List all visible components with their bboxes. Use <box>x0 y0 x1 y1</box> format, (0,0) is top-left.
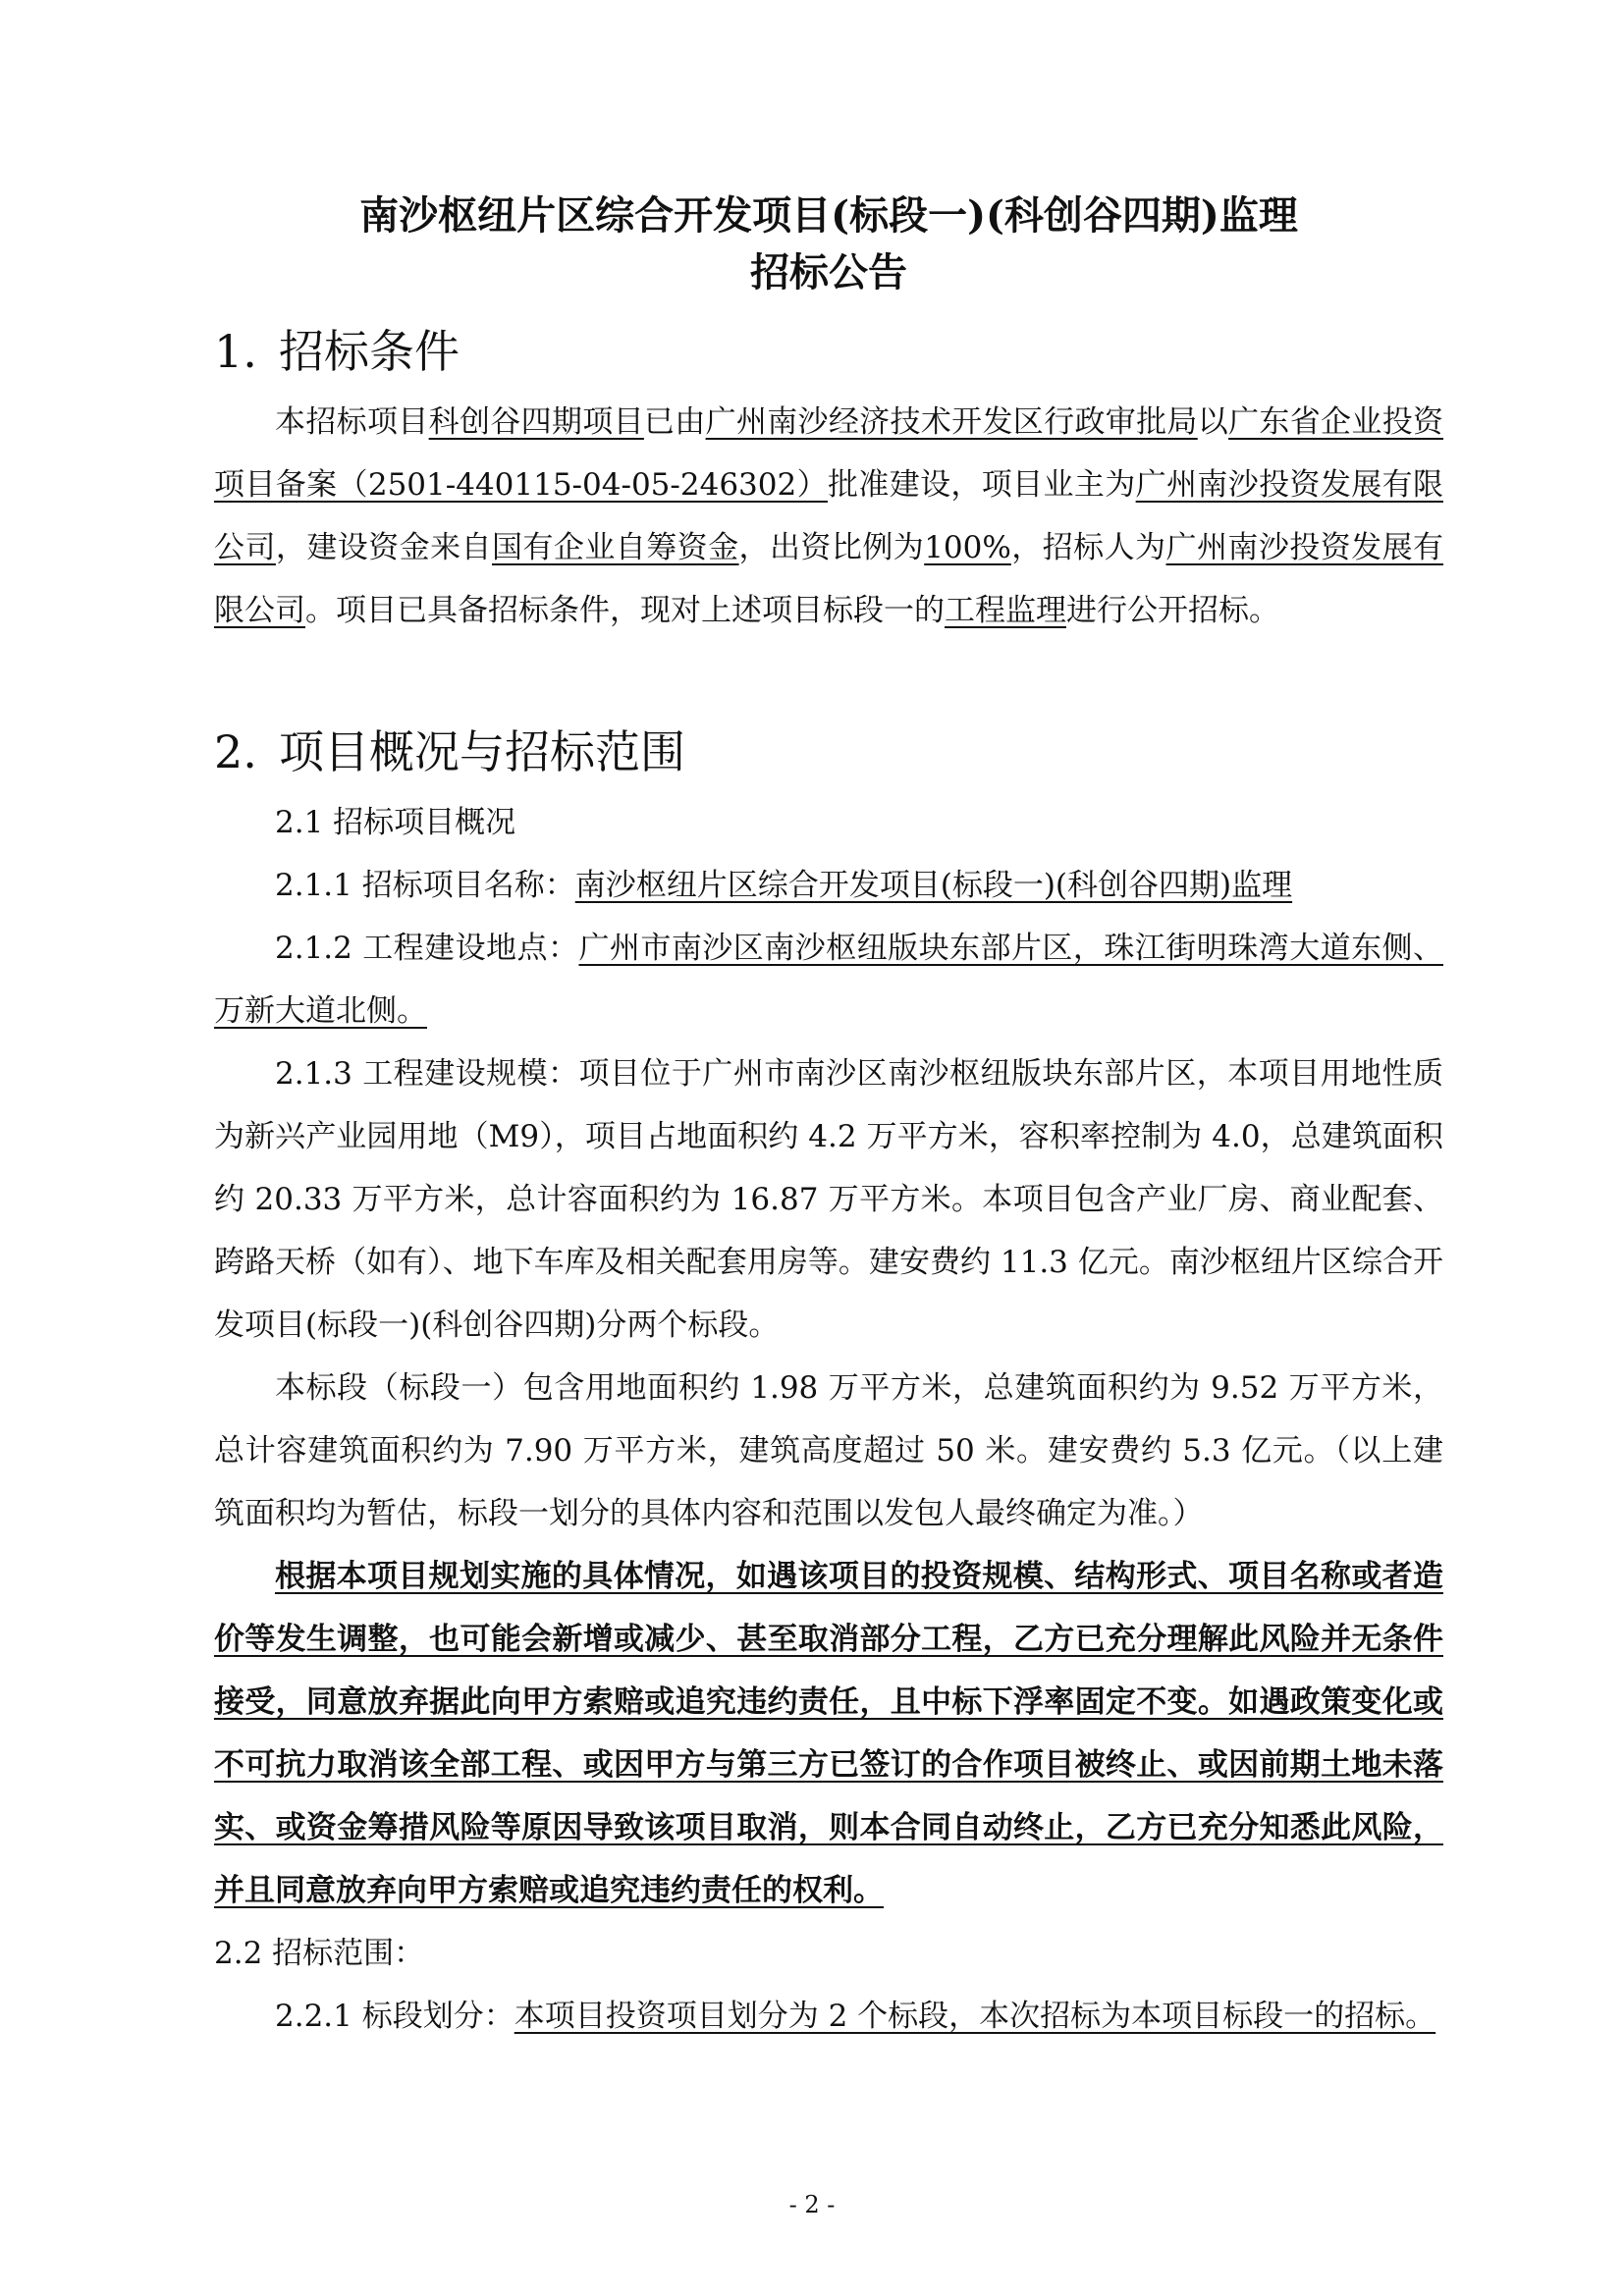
item-2-1-2 <box>214 917 1443 1042</box>
text-run: 进行公开招标。 <box>1066 593 1279 628</box>
item-2-1-1 <box>214 854 1443 917</box>
section2-number: 2. <box>214 725 257 778</box>
approval-record: 广东省企业投资项目备案（2501-440115-04-05-246302） <box>214 404 1444 503</box>
tender-scope: 工程监理 <box>945 593 1066 628</box>
fund-ratio: 100% <box>924 530 1011 565</box>
approver-name: 广州南沙经济技术开发区行政审批局 <box>705 404 1198 440</box>
text-run: 本招标项目 <box>275 404 429 440</box>
item-2-1-3: 2.1.3 工程建设规模：项目位于广州市南沙区南沙枢纽版块东部片区，本项目用地性质为新兴产业园用地（M9），项目占地面积约 4.2 万平方米，容积率控制为 4.0，总建筑面积约 20.33 万平方米，总计容面积约为 16.87 万平方米。本项目包含产业厂房、商业配套、跨路天桥（如有）、地下车库及相关配套用房等。建安费约 11.3 亿元。南沙枢纽片区综合开发项目(标段一)(科创谷四期)分两个标段。 <box>214 1056 1443 1343</box>
section2-heading <box>214 717 685 781</box>
item-value: 本项目投资项目划分为 2 个标段，本次招标为本项目标段一的招标。 <box>514 1999 1436 2034</box>
section-detail-paragraph: 本标段（标段一）包含用地面积约 1.98 万平方米，总建筑面积约为 9.52 万平方米，总计容建筑面积约为 7.90 万平方米，建筑高度超过 50 米。建安费约 5.3 亿元。（以上建筑面积均为暂估，标段一划分的具体内容和范围以发包人最终确定为准。） <box>214 1370 1443 1531</box>
subsection-2-1: 2.1 招标项目概况 <box>275 805 516 840</box>
risk-notice-paragraph <box>214 1545 1443 1922</box>
text-run: 。项目已具备招标条件，现对上述项目标段一的 <box>305 593 945 628</box>
document-title-line2: 招标公告 <box>750 249 907 295</box>
item-label: 2.1.1 招标项目名称： <box>275 868 575 903</box>
item-value: 南沙枢纽片区综合开发项目(标段一)(科创谷四期)监理 <box>574 868 1293 903</box>
item-label: 2.1.2 工程建设地点： <box>275 931 579 966</box>
text-run: ，招标人为 <box>1010 530 1166 565</box>
text-run: 以 <box>1197 404 1229 440</box>
text-run: ，建设资金来自 <box>275 530 492 565</box>
text-run: ，出资比例为 <box>738 530 925 565</box>
section1-heading <box>214 316 460 381</box>
section1-heading-text: 招标条件 <box>279 325 460 378</box>
fund-source: 国有企业自筹资金 <box>492 530 739 565</box>
text-run: 已由 <box>643 404 706 440</box>
subsection-2-2: 2.2 招标范围： <box>214 1936 425 1971</box>
project-name: 科创谷四期项目 <box>428 404 644 440</box>
text-run: 批准建设，项目业主为 <box>827 467 1136 503</box>
document-title-line1: 南沙枢纽片区综合开发项目(标段一)(科创谷四期)监理 <box>359 192 1298 239</box>
risk-notice-text: 根据本项目规划实施的具体情况，如遇该项目的投资规模、结构形式、项目名称或者造价等发生调整，也可能会新增或减少、甚至取消部分工程，乙方已充分理解此风险并无条件接受，同意放弃据此向甲方索赔或追究违约责任，且中标下浮率固定不变。如遇政策变化或不可抗力取消该全部工程、或因甲方与第三方已签订的合作项目被终止、或因前期土地未落实、或资金筹措风险等原因导致该项目取消，则本合同自动终止，乙方已充分知悉此风险，并且同意放弃向甲方索赔或追究违约责任的权利。 <box>214 1559 1443 1908</box>
item-2-2-1 <box>214 1985 1443 2048</box>
item-value: 广州市南沙区南沙枢纽版块东部片区，珠江街明珠湾大道东侧、万新大道北侧。 <box>214 931 1443 1029</box>
owner-name: 广州南沙投资发展有限公司 <box>214 467 1443 565</box>
section2-heading-text: 项目概况与招标范围 <box>279 725 685 778</box>
item-label: 2.2.1 标段划分： <box>275 1999 514 2034</box>
section1-number: 1. <box>214 325 257 378</box>
page-number: - 2 - <box>788 2191 836 2218</box>
section1-paragraph <box>214 391 1443 642</box>
tenderer-name: 广州南沙投资发展有限公司 <box>214 530 1444 628</box>
